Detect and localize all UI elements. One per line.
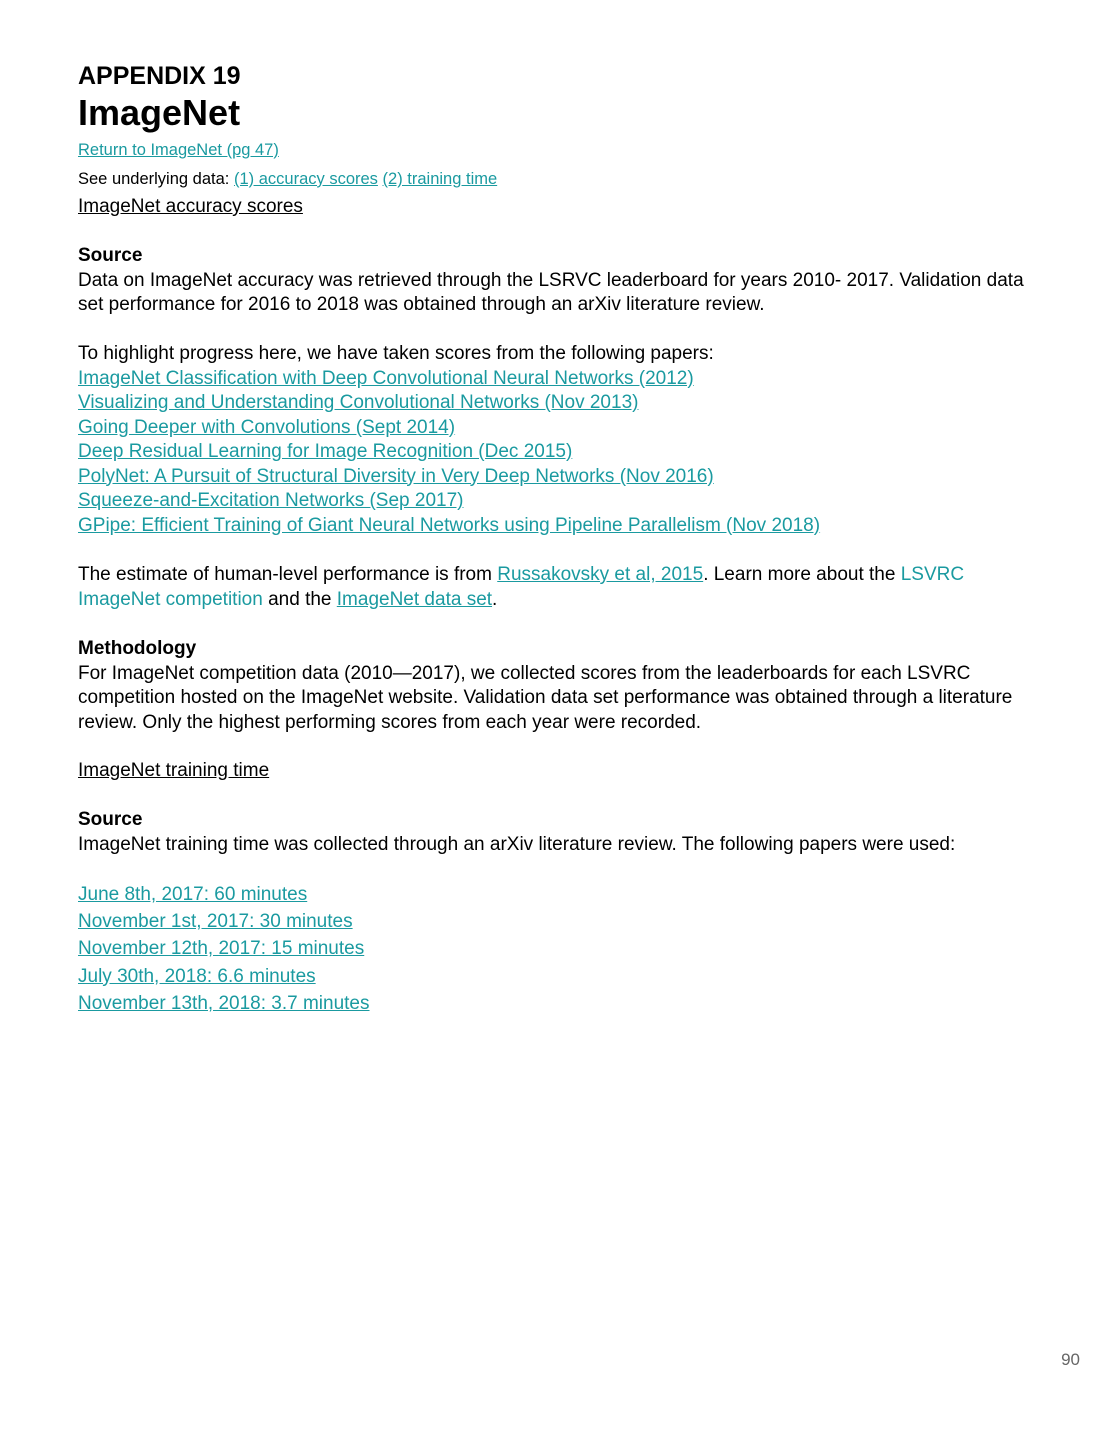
- papers-list: [78, 342, 1038, 538]
- training-paper-link[interactable]: November 12th, 2017: 15 minutes: [78, 938, 365, 960]
- text: . Learn more about the: [703, 564, 901, 585]
- source-label: Source: [78, 245, 143, 266]
- paper-link[interactable]: GPipe: Efficient Training of Giant Neural Networks using Pipeline Parallelism (Nov 2018): [78, 514, 821, 536]
- paper-link[interactable]: Squeeze-and-Excitation Networks (Sep 2017): [78, 490, 464, 511]
- text: The estimate of human-level performance is from: [78, 564, 498, 585]
- russakovsky-link[interactable]: Russakovsky et al, 2015: [497, 564, 704, 585]
- training-heading: ImageNet training time: [78, 760, 270, 781]
- training-time-link[interactable]: (2) training time: [382, 170, 498, 188]
- page-number: 90: [1061, 1350, 1080, 1369]
- training-source-label: Source: [78, 809, 143, 830]
- methodology-text: For ImageNet competition data (2010—2017), we collected scores from the leaderboards for each LSVRC competition hosted on the ImageNet website. Validation data set performance was obtained through a literature review. Only the highest performing scores from each year were recorded.: [78, 662, 1013, 733]
- methodology-label: Methodology: [78, 638, 197, 659]
- page-title: ImageNet: [78, 92, 241, 133]
- text: and the: [262, 588, 337, 610]
- training-source-text: ImageNet training time was collected through an arXiv literature review. The following papers were used:: [78, 833, 956, 855]
- paper-link[interactable]: ImageNet Classification with Deep Convolutional Neural Networks (2012): [78, 367, 694, 389]
- paper-link[interactable]: PolyNet: A Pursuit of Structural Diversity in Very Deep Networks (Nov 2016): [78, 465, 714, 487]
- text: .: [492, 588, 498, 610]
- paper-link[interactable]: Visualizing and Understanding Convolutional Networks (Nov 2013): [78, 392, 639, 413]
- paper-link[interactable]: Going Deeper with Convolutions (Sept 2014): [78, 416, 456, 438]
- training-paper-link[interactable]: November 1st, 2017: 30 minutes: [78, 911, 353, 933]
- training-paper-link[interactable]: November 13th, 2018: 3.7 minutes: [78, 992, 370, 1014]
- training-papers-list: [78, 881, 1038, 1017]
- human-performance-paragraph: [78, 563, 1013, 612]
- source-text: Data on ImageNet accuracy was retrieved through the LSRVC leaderboard for years 2010- 2017. Validation data set performance for 2016 to 2018 was obtained through an arXiv literature review.: [78, 269, 1024, 315]
- underlying-label: See underlying data:: [78, 170, 230, 188]
- papers-intro: To highlight progress here, we have taken scores from the following papers:: [78, 343, 714, 364]
- lsvrc-competition-link[interactable]: LSVRC ImageNet competition: [78, 564, 965, 610]
- training-paper-link[interactable]: June 8th, 2017: 60 minutes: [78, 884, 308, 905]
- accuracy-heading: ImageNet accuracy scores: [78, 196, 303, 217]
- appendix-label: APPENDIX 19: [78, 62, 241, 90]
- paper-link[interactable]: Deep Residual Learning for Image Recognition (Dec 2015): [78, 441, 573, 462]
- imagenet-dataset-link[interactable]: ImageNet data set: [336, 588, 493, 610]
- training-paper-link[interactable]: July 30th, 2018: 6.6 minutes: [78, 965, 316, 987]
- return-link[interactable]: Return to ImageNet (pg 47): [78, 141, 279, 159]
- accuracy-scores-link[interactable]: (1) accuracy scores: [233, 170, 378, 188]
